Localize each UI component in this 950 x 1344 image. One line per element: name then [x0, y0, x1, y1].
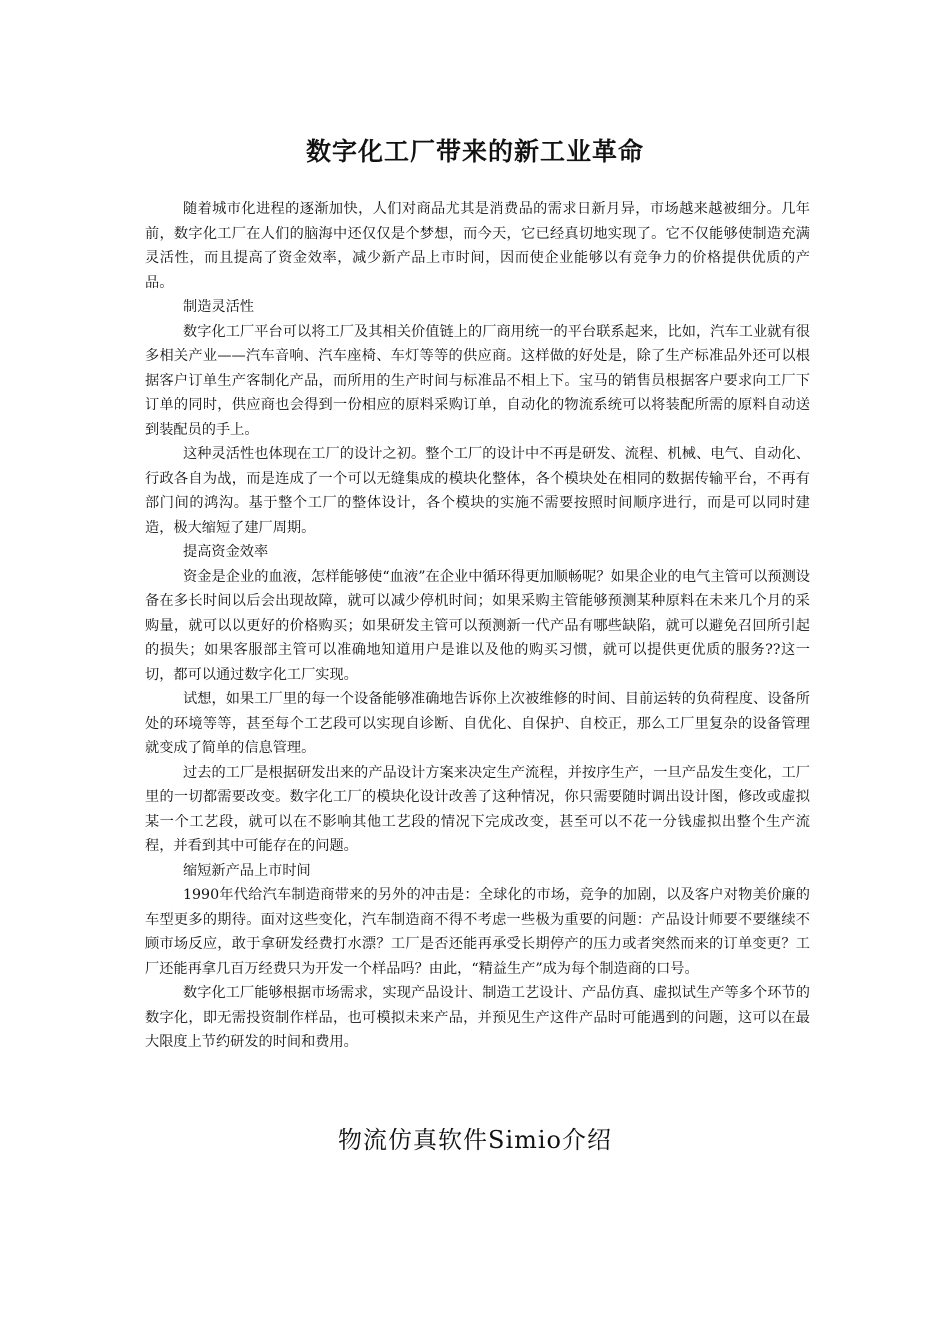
paragraph: 1990年代给汽车制造商带来的另外的冲击是：全球化的市场，竞争的加剧，以及客户对物美价廉的车型更多的期待。面对这些变化，汽车制造商不得不考虑一些极为重要的问题：产品设计师要不要继续不顾市场反应，敢于拿研发经费打水漂？工厂是否还能再承受长期停产的压力或者突然而来的订单变更？工厂还能再拿几百万经费只为开发一个样品吗？由此，“精益生产”成为每个制造商的口号。	[145, 887, 810, 977]
section-heading: 缩短新产品上市时间	[183, 862, 311, 879]
document-title: 数字化工厂带来的新工业革命	[305, 137, 644, 166]
paragraph: 随着城市化进程的逐渐加快，人们对商品尤其是消费品的需求日新月异，市场越来越被细分。几年前，数字化工厂在人们的脑海中还仅仅是个梦想，而今天，它已经真切地实现了。它不仅能够使制造充满灵活性，而且提高了资金效率，减少新产品上市时间，因而使企业能够以有竞争力的价格提供优质的产品。	[145, 201, 810, 291]
section-heading: 制造灵活性	[183, 299, 254, 315]
paragraph: 过去的工厂是根据研发出来的产品设计方案来决定生产流程，并按序生产，一旦产品发生变化，工厂里的一切都需要改变。数字化工厂的模块化设计改善了这种情况，你只需要随时调出设计图，修改或虚拟某一个工艺段，就可以在不影响其他工艺段的情况下完成改变，甚至可以不花一分钱虚拟出整个生产流程，并看到其中可能存在的问题。	[145, 764, 810, 854]
paragraph: 资金是企业的血液，怎样能够使“血液”在企业中循环得更加顺畅呢？如果企业的电气主管可以预测设备在多长时间以后会出现故障，就可以减少停机时间；如果采购主管能够预测某种原料在未来几个月的采购量，就可以以更好的价格购买；如果研发主管可以预测新一代产品有哪些缺陷，就可以避免召回所引起的损失；如果客服部主管可以准确地知道用户是谁以及他的购买习惯，就可以提供更优质的服务??这一切，都可以通过数字化工厂实现。	[145, 568, 810, 683]
section-heading: 提高资金效率	[183, 544, 269, 560]
paragraph: 这种灵活性也体现在工厂的设计之初。整个工厂的设计中不再是研发、流程、机械、电气、自动化、行政各自为战，而是连成了一个可以无缝集成的模块化整体，各个模块处在相同的数据传输平台，不再有部门间的鸿沟。基于整个工厂的整体设计，各个模块的实施不需要按照时间顺序进行，而是可以同时建造，极大缩短了建厂周期。	[145, 446, 810, 536]
paragraph: 数字化工厂平台可以将工厂及其相关价值链上的厂商用统一的平台联系起来，比如，汽车工业就有很多相关产业——汽车音响、汽车座椅、车灯等等的供应商。这样做的好处是，除了生产标准品外还可以根据客户订单生产客制化产品，而所用的生产时间与标准品不相上下。宝马的销售员根据客户要求向工厂下订单的同时，供应商也会得到一份相应的原料采购订单，自动化的物流系统可以将装配所需的原料自动送到装配员的手上。	[145, 323, 810, 438]
next-section-title: 物流仿真软件Simio介绍	[338, 1126, 612, 1154]
paragraph: 数字化工厂能够根据市场需求，实现产品设计、制造工艺设计、产品仿真、虚拟试生产等多个环节的数字化，即无需投资制作样品，也可模拟未来产品，并预见生产这件产品时可能遇到的问题，这可以在最大限度上节约研发的时间和费用。	[145, 985, 810, 1050]
paragraph: 试想，如果工厂里的每一个设备能够准确地告诉你上次被维修的时间、目前运转的负荷程度、设备所处的环境等等，甚至每个工艺段可以实现自诊断、自优化、自保护、自校正，那么工厂里复杂的设备管理就变成了简单的信息管理。	[145, 691, 810, 756]
document-body	[145, 197, 810, 1055]
